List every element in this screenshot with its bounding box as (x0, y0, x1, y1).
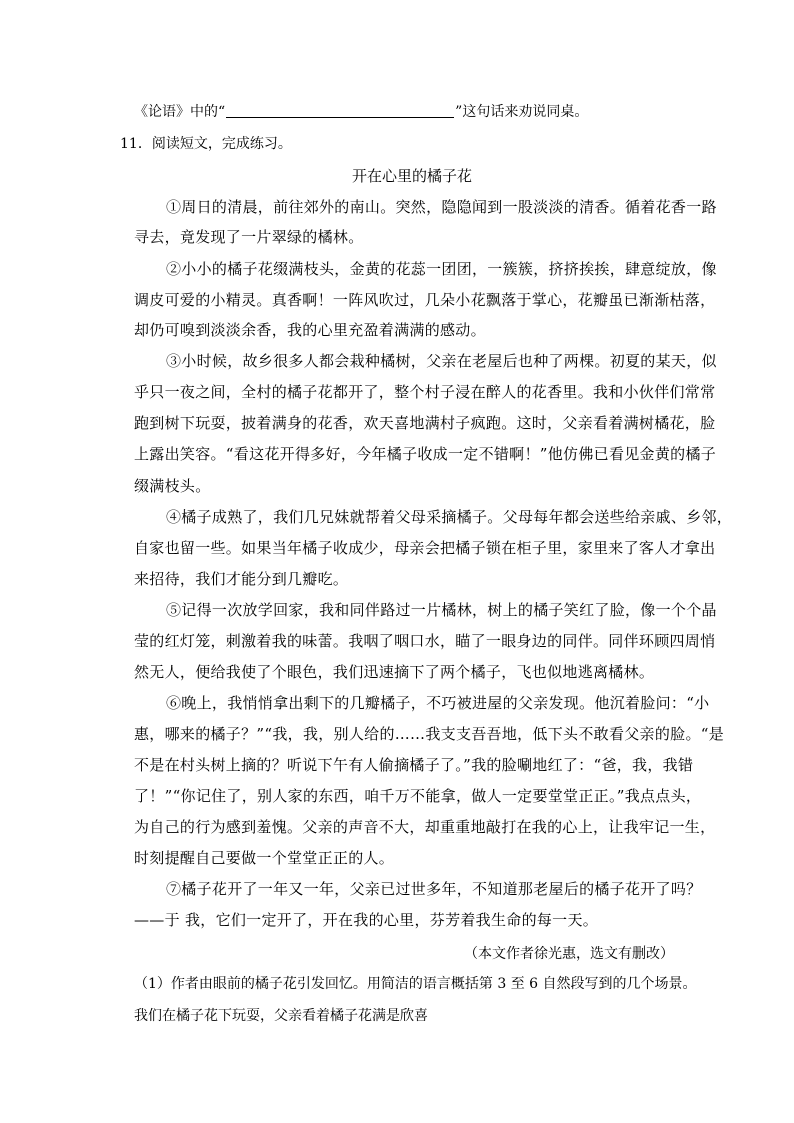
article-line: 来招待，我们才能分到几瓣吃。 (134, 570, 349, 588)
article-line: 寻去，竟发现了一片翠绿的橘林。 (134, 228, 364, 246)
article-line: 不是在村头树上摘的？听说下午有人偷摘橘子了。”我的脸唰地红了：“爸，我，我错 (134, 756, 694, 774)
quote-fill-line (134, 102, 588, 122)
article-line: ⑥晚上，我悄悄拿出剩下的几瓣橘子，不巧被进屋的父亲发现。他沉着脸问：“小 (166, 694, 710, 712)
answer-blank[interactable] (226, 103, 454, 118)
article-line: ——于 我，它们一定开了，开在我的心里，芬芳着我生命的每一天。 (134, 911, 599, 929)
article-line: 却仍可嗅到淡淡余香，我的心里充盈着满满的感动。 (134, 321, 486, 339)
article-line: ⑦橘子花开了一年又一年，父亲已过世多年，不知道那老屋后的橘子花开了吗？ (166, 880, 702, 898)
article-line: 惠，哪来的橘子？”“我，我，别人给的……我支支吾吾地，低下头不敢看父亲的脸。“是 (134, 725, 725, 743)
article-line: 乎只一夜之间，全村的橘子花都开了，整个村子浸在醉人的花香里。我和小伙伴们常常 (134, 383, 716, 401)
article-line: 上露出笑容。“看这花开得多好，今年橘子收成一定不错啊！”他仿佛已看见金黄的橘子 (134, 445, 717, 463)
article-line: 然无人，便给我使了个眼色，我们迅速摘下了两个橘子，飞也似地逃离橘林。 (134, 663, 655, 681)
article-line: 为自己的行为感到羞愧。父亲的声音不大，却重重地敲打在我的心上，让我牢记一生， (134, 818, 716, 836)
article-line: 时刻提醒自己要做一个堂堂正正的人。 (134, 849, 395, 867)
question-label: 11．阅读短文，完成练习。 (120, 136, 292, 152)
article-source: （本文作者徐光惠，选文有删改） (464, 946, 674, 962)
quote-suffix: ”这句话来劝说同桌。 (455, 104, 589, 120)
article-line: ②小小的橘子花缀满枝头，金黄的花蕊一团团，一簇簇，挤挤挨挨，肆意绽放，像 (166, 260, 717, 278)
article-line: 跑到树下玩耍，披着满身的花香，欢天喜地满村子疯跑。这时，父亲看着满树橘花，脸 (134, 414, 716, 432)
article-line: 莹的红灯笼，刺激着我的味蕾。我咽了咽口水，瞄了一眼身边的同伴。同伴环顾四周悄 (134, 632, 716, 650)
article-line: ④橘子成熟了，我们几兄妹就帮着父母采摘橘子。父母每年都会送些给亲戚、乡邻， (166, 508, 733, 526)
article-line: ③小时候，故乡很多人都会栽种橘树，父亲在老屋后也种了两棵。初夏的某天，似 (166, 352, 717, 370)
article-line: 调皮可爱的小精灵。真香啊！一阵风吹过，几朵小花飘落于掌心，花瓣虽已渐渐枯落， (134, 291, 716, 309)
article-title: 开在心里的橘子花 (352, 167, 473, 185)
article-line: ⑤记得一次放学回家，我和同伴路过一片橘林，树上的橘子笑红了脸，像一个个晶 (166, 601, 717, 619)
article-line: 缀满枝头。 (134, 477, 211, 495)
article-line: ①周日的清晨，前往郊外的南山。突然，隐隐闻到一股淡淡的清香。循着花香一路 (166, 198, 717, 216)
sub-question: （1）作者由眼前的橘子花引发回忆。用简洁的语言概括第 3 至 6 自然段写到的几个场景。 (134, 976, 697, 992)
student-answer[interactable]: 我们在橘子花下玩耍，父亲看着橘子花满是欣喜 (134, 1008, 428, 1024)
article-line: 了！”“你记住了，别人家的东西，咱千万不能拿，做人一定要堂堂正正。”我点点头， (134, 787, 702, 805)
quote-prefix: 《论语》中的“ (134, 104, 226, 120)
article-line: 自家也留一些。如果当年橘子收成少，母亲会把橘子锁在柜子里，家里来了客人才拿出 (134, 539, 716, 557)
